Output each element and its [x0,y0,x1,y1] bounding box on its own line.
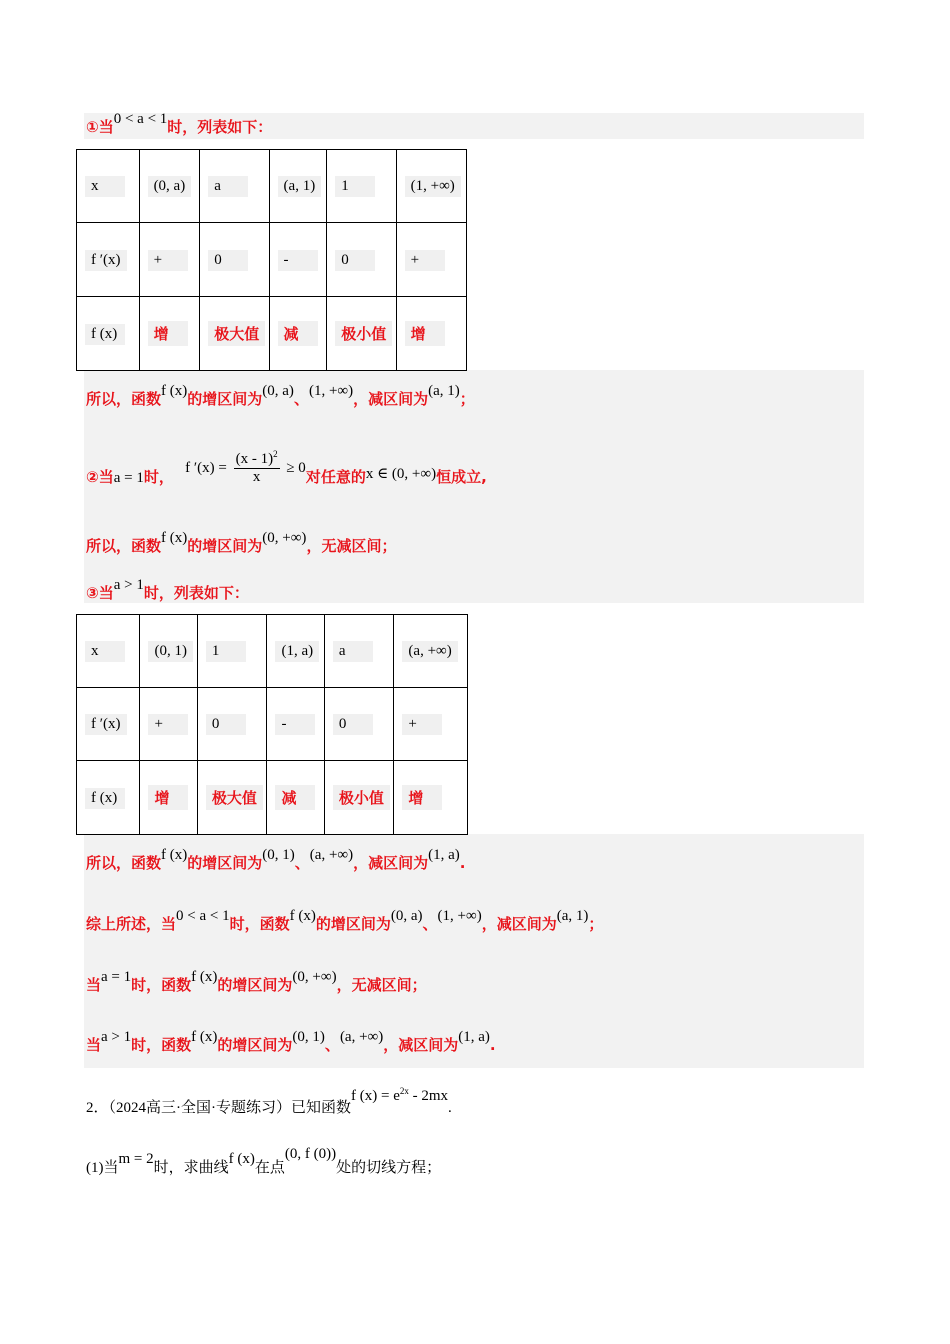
case1-heading: ①当0 < a < 1时，列表如下： [86,111,273,136]
variation-table-2 [76,614,468,835]
table2-cell: - [275,714,315,735]
table1-cell: 极大值 [208,321,265,346]
problem-2-part-1: (1)当m = 2时，求曲线f (x)在点(0, f (0))处的切线方程； [86,1146,442,1176]
table1-cell: - [278,250,318,271]
table2-cell: 1 [206,641,246,662]
table2-cell: + [148,714,188,735]
table2-cell: 极小值 [333,785,390,810]
table1-f-label: f (x) [85,324,125,345]
table1-cell: (0, a) [148,176,192,197]
table2-f-label: f (x) [85,788,125,809]
table1-x-label: x [85,176,125,197]
table2-x-label: x [85,641,125,662]
table1-cell: 减 [278,321,318,346]
table2-cell: a [333,641,373,662]
case1-conclusion: 所以，函数f (x)的增区间为(0, a)、(1, +∞)，减区间为(a, 1)； [86,383,475,408]
summary-case2: 当a = 1时，函数f (x)的增区间为(0, +∞)，无减区间； [86,969,427,994]
case2-conclusion: 所以，函数f (x)的增区间为(0, +∞)，无减区间； [86,530,397,555]
table2-fprime-label: f ′(x) [85,714,127,735]
summary-case3: 当a > 1时，函数f (x)的增区间为(0, 1)、(a, +∞)，减区间为(1, a). [86,1029,496,1054]
table1-cell: 极小值 [335,321,392,346]
table1-cell: + [405,250,445,271]
table2-cell: 减 [275,785,315,810]
table2-cell: (1, a) [275,641,319,662]
problem-2-statement: 2．（2024高三·全国·专题练习）已知函数f $(x) = e^{2x} - 2mx$. [86,1086,452,1116]
table1-fprime-label: f ′(x) [85,250,127,271]
table1-cell: 增 [148,321,188,346]
table1-cell: a [208,176,248,197]
table2-cell: 0 [333,714,373,735]
table1-cell: + [148,250,188,271]
table2-cell: 增 [402,785,442,810]
table1-cell: 0 [208,250,248,271]
case3-heading: ③当a > 1时，列表如下： [86,577,249,602]
case3-conclusion: 所以，函数f (x)的增区间为(0, 1)、(a, +∞)，减区间为(1, a). [86,847,466,872]
table2-cell: 0 [206,714,246,735]
table1-cell: (1, +∞) [405,176,461,197]
table1-cell: 增 [405,321,445,346]
table2-cell: 极大值 [206,785,263,810]
table2-cell: (0, 1) [148,641,193,662]
table1-cell: (a, 1) [278,176,322,197]
table1-cell: 1 [335,176,375,197]
table2-cell: (a, +∞) [402,641,457,662]
table2-cell: + [402,714,442,735]
table2-cell: 增 [148,785,188,810]
variation-table-1 [76,149,467,371]
table1-cell: 0 [335,250,375,271]
case2-statement: ②当a = 1时， f ′(x) = $\frac{(x - 1)^2}{x}$ ≥ 0对任意的x ∈ (0, +∞)恒成立, [86,449,487,486]
summary-case1: 综上所述，当0 < a < 1时，函数f (x)的增区间为(0, a)、(1, +∞)，减区间为(a, 1)； [86,908,604,933]
